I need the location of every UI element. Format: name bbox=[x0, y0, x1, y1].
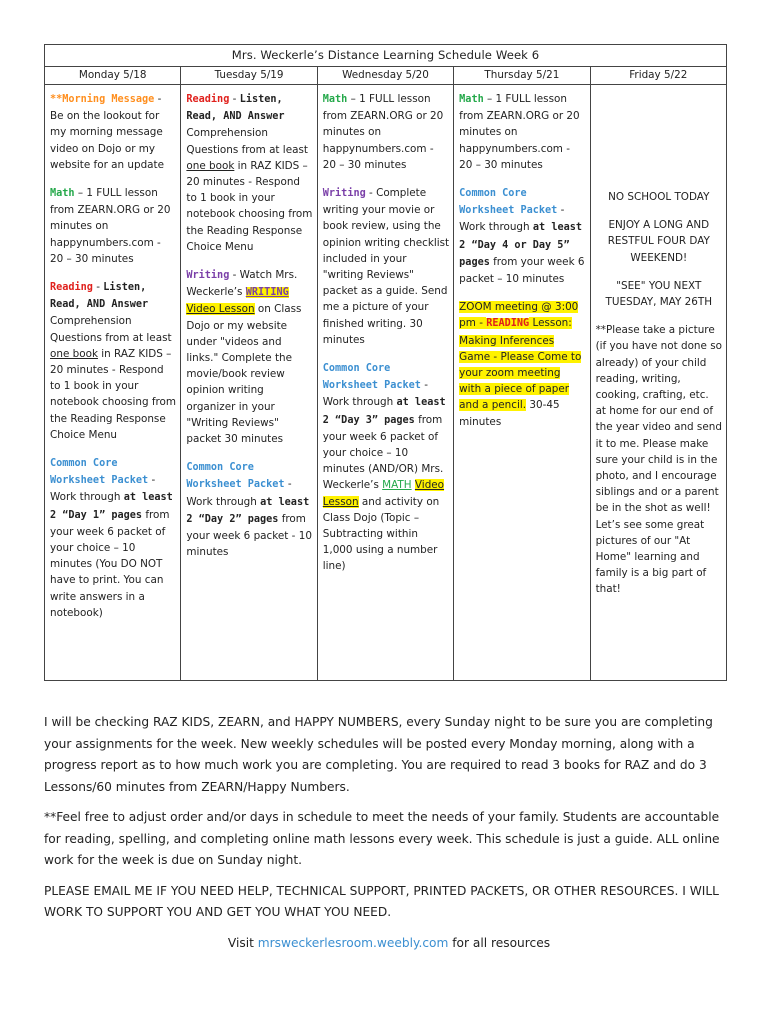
schedule-title: Mrs. Weckerle’s Distance Learning Schedule Week 6 bbox=[45, 45, 727, 67]
day-header-friday: Friday 5/22 bbox=[590, 67, 726, 85]
thursday-cc-text1: - Work through bbox=[459, 204, 565, 234]
friday-spacer bbox=[596, 91, 722, 189]
tuesday-reading-text2: in RAZ KIDS – 20 minutes - Respond to 1 book in your notebook choosing from the Reading Response Choice Menu bbox=[186, 159, 313, 253]
day-header-monday: Monday 5/18 bbox=[45, 67, 181, 85]
tuesday-reading-text1: Comprehension Questions from at least bbox=[186, 127, 308, 156]
tuesday-cell bbox=[181, 85, 317, 681]
visit-prefix: Visit bbox=[227, 935, 258, 950]
tuesday-reading-bold: Listen, Read, AND Answer bbox=[186, 94, 285, 123]
monday-morning-block bbox=[50, 91, 176, 173]
tuesday-cc-text1: - Work through bbox=[186, 478, 292, 508]
visit-line bbox=[44, 933, 734, 955]
schedule-sheet bbox=[44, 44, 727, 681]
day-body-row bbox=[45, 85, 727, 681]
thursday-zoom-text2: Lesson: Making Inferences Game - Please Come to your zoom meeting with a piece of paper and a pencil. bbox=[459, 317, 582, 412]
monday-cc-block bbox=[50, 455, 176, 621]
thursday-zoom-block bbox=[459, 299, 585, 430]
monday-cc-label: Common Core Worksheet Packet bbox=[50, 458, 149, 487]
notes-section bbox=[44, 712, 734, 954]
thursday-zoom-time: 30-45 minutes bbox=[459, 399, 560, 428]
tuesday-writing-text2: on Class Dojo or my website under "videos and links." Complete the movie/book review opinion writing organizer in your "Writing Reviews" packet 30 minutes bbox=[186, 303, 302, 446]
tuesday-video-lesson-link[interactable]: Video Lesson bbox=[186, 303, 255, 316]
wednesday-cc-text1: - Work through bbox=[322, 379, 428, 409]
tuesday-cc-bold: at least 2 “Day 2” pages bbox=[186, 496, 310, 525]
monday-cc-text1: - Work through bbox=[50, 474, 156, 504]
wednesday-math-block bbox=[323, 91, 449, 173]
tuesday-writing-link[interactable]: WRITING bbox=[245, 287, 289, 299]
wednesday-math-label: Math bbox=[322, 94, 348, 105]
visit-suffix: for all resources bbox=[448, 935, 551, 950]
tuesday-reading-underline: one book bbox=[186, 159, 235, 172]
wednesday-cc-text3: and activity on Class Dojo (Topic – Subtracting within 1,000 using a number line) bbox=[322, 495, 440, 573]
thursday-cc-bold: at least 2 “Day 4 or Day 5” pages bbox=[459, 222, 582, 268]
monday-reading-text1: Comprehension Questions from at least bbox=[50, 315, 172, 344]
monday-math-block bbox=[50, 185, 176, 267]
day-header-row bbox=[45, 67, 727, 85]
friday-cell bbox=[590, 85, 726, 681]
monday-cell bbox=[45, 85, 181, 681]
monday-morning-text: - Be on the lookout for my morning message video on Dojo or my website for an update bbox=[50, 93, 165, 171]
wednesday-math-text: – 1 FULL lesson from ZEARN.ORG or 20 minutes on happynumbers.com - 20 – 30 minutes bbox=[322, 93, 444, 171]
tuesday-cc-label: Common Core Worksheet Packet bbox=[186, 462, 285, 491]
thursday-math-label: Math bbox=[459, 94, 484, 105]
thursday-cc-text2: from your week 6 packet – 10 minutes bbox=[459, 255, 585, 286]
tuesday-writing-label: Writing bbox=[186, 270, 230, 282]
monday-reading-label: Reading bbox=[50, 282, 93, 294]
tuesday-writing-text1: - Watch Mrs. Weckerle’s bbox=[186, 269, 298, 299]
wednesday-writing-block bbox=[323, 185, 449, 348]
monday-morning-label: **Morning Message bbox=[50, 94, 155, 105]
monday-reading-text2: in RAZ KIDS – 20 minutes - Respond to 1 book in your notebook choosing from the Reading Response Choice Menu bbox=[50, 347, 177, 441]
notes-paragraph-email: PLEASE EMAIL ME IF YOU NEED HELP, TECHNICAL SUPPORT, PRINTED PACKETS, OR OTHER RESOURCES. I WILL WORK TO SUPPORT YOU AND GET YOU WHAT YOU NEED. bbox=[44, 883, 719, 919]
notes-paragraph-adjust: **Feel free to adjust order and/or days in schedule to meet the needs of your family. Students are accountable for reading, spelling, and completing online math lessons every week. This schedule is just a guide. ALL online work for the week is due on Sunday night. bbox=[44, 810, 720, 867]
wednesday-cc-bold: at least 2 “Day 3” pages bbox=[322, 397, 446, 426]
thursday-cc-label: Common Core Worksheet Packet bbox=[459, 188, 558, 217]
day-header-thursday: Thursday 5/21 bbox=[454, 67, 590, 85]
thursday-math-text: – 1 FULL lesson from ZEARN.ORG or 20 minutes on happynumbers.com - 20 – 30 minutes bbox=[459, 93, 580, 171]
friday-enjoy: ENJOY A LONG AND RESTFUL FOUR DAY WEEKEND! bbox=[607, 219, 710, 264]
tuesday-cc-text2: from your week 6 packet - 10 minutes bbox=[186, 512, 312, 559]
monday-math-text: – 1 FULL lesson from ZEARN.ORG or 20 minutes on happynumbers.com - 20 – 30 minutes bbox=[50, 187, 171, 265]
wednesday-cc-text2: from your week 6 packet of your choice – 10 minutes (AND/OR) Mrs. Weckerle’s bbox=[322, 413, 444, 492]
monday-cc-bold: at least 2 “Day 1” pages bbox=[50, 492, 173, 521]
schedule-table bbox=[44, 44, 727, 681]
tuesday-reading-label: Reading bbox=[186, 94, 230, 105]
friday-picture-note: **Please take a picture (if you have not done so already) of your child reading, writing, cooking, crafting, etc. at home for our end of the year video and send it to me. Please make sure your child is in the photo, and I encourage siblings and or a parent be in the shot as well! Let’s see some great pictures of our "At Home" learning and family is a big part of that! bbox=[595, 324, 722, 596]
day-header-tuesday: Tuesday 5/19 bbox=[181, 67, 317, 85]
tuesday-reading-dash: - bbox=[229, 93, 240, 105]
wednesday-cc-label: Common Core Worksheet Packet bbox=[322, 363, 421, 392]
thursday-cell bbox=[454, 85, 590, 681]
website-link[interactable]: mrsweckerlesroom.weebly.com bbox=[257, 935, 449, 950]
monday-reading-underline: one book bbox=[50, 347, 98, 360]
wednesday-cc-block bbox=[323, 360, 449, 575]
tuesday-reading-block bbox=[186, 91, 312, 255]
tuesday-writing-block bbox=[186, 267, 312, 447]
thursday-zoom-text1: ZOOM meeting @ 3:00 pm - bbox=[459, 301, 579, 330]
notes-paragraph-checking: I will be checking RAZ KIDS, ZEARN, and HAPPY NUMBERS, every Sunday night to be sure you are completing your assignments for the week. New weekly schedules will be posted every Monday morning, along with a progress report as to how much work you are completing. You are required to read 3 books for RAZ and do 3 Lessons/60 minutes from ZEARN/Happy Numbers. bbox=[44, 715, 713, 794]
monday-reading-dash: - bbox=[92, 281, 104, 294]
wednesday-writing-label: Writing bbox=[322, 188, 366, 200]
day-header-wednesday: Wednesday 5/20 bbox=[317, 67, 453, 85]
monday-cc-text2: from your week 6 packet of your choice – 10 minutes (You DO NOT have to print. You can write answers in a notebook) bbox=[50, 508, 170, 619]
friday-see-you: "SEE" YOU NEXT TUESDAY, MAY 26TH bbox=[605, 279, 713, 309]
wednesday-video-lesson-link[interactable]: Video Lesson bbox=[322, 479, 445, 508]
friday-no-school: NO SCHOOL TODAY bbox=[608, 191, 710, 203]
monday-reading-block bbox=[50, 279, 176, 443]
monday-reading-bold: Listen, Read, AND Answer bbox=[50, 282, 149, 311]
thursday-cc-block bbox=[459, 185, 585, 287]
wednesday-cell bbox=[317, 85, 453, 681]
tuesday-cc-block bbox=[186, 459, 312, 560]
wednesday-writing-text: - Complete writing your movie or book review, using the opinion writing checklist included in your "writing Reviews" packet as a guide. Send me a picture of your finished writing. 30 minutes bbox=[322, 187, 450, 346]
thursday-zoom-reading: READING bbox=[486, 318, 530, 330]
wednesday-math-link[interactable]: MATH bbox=[382, 479, 412, 492]
monday-math-label: Math bbox=[50, 188, 75, 200]
thursday-math-block bbox=[459, 91, 585, 173]
